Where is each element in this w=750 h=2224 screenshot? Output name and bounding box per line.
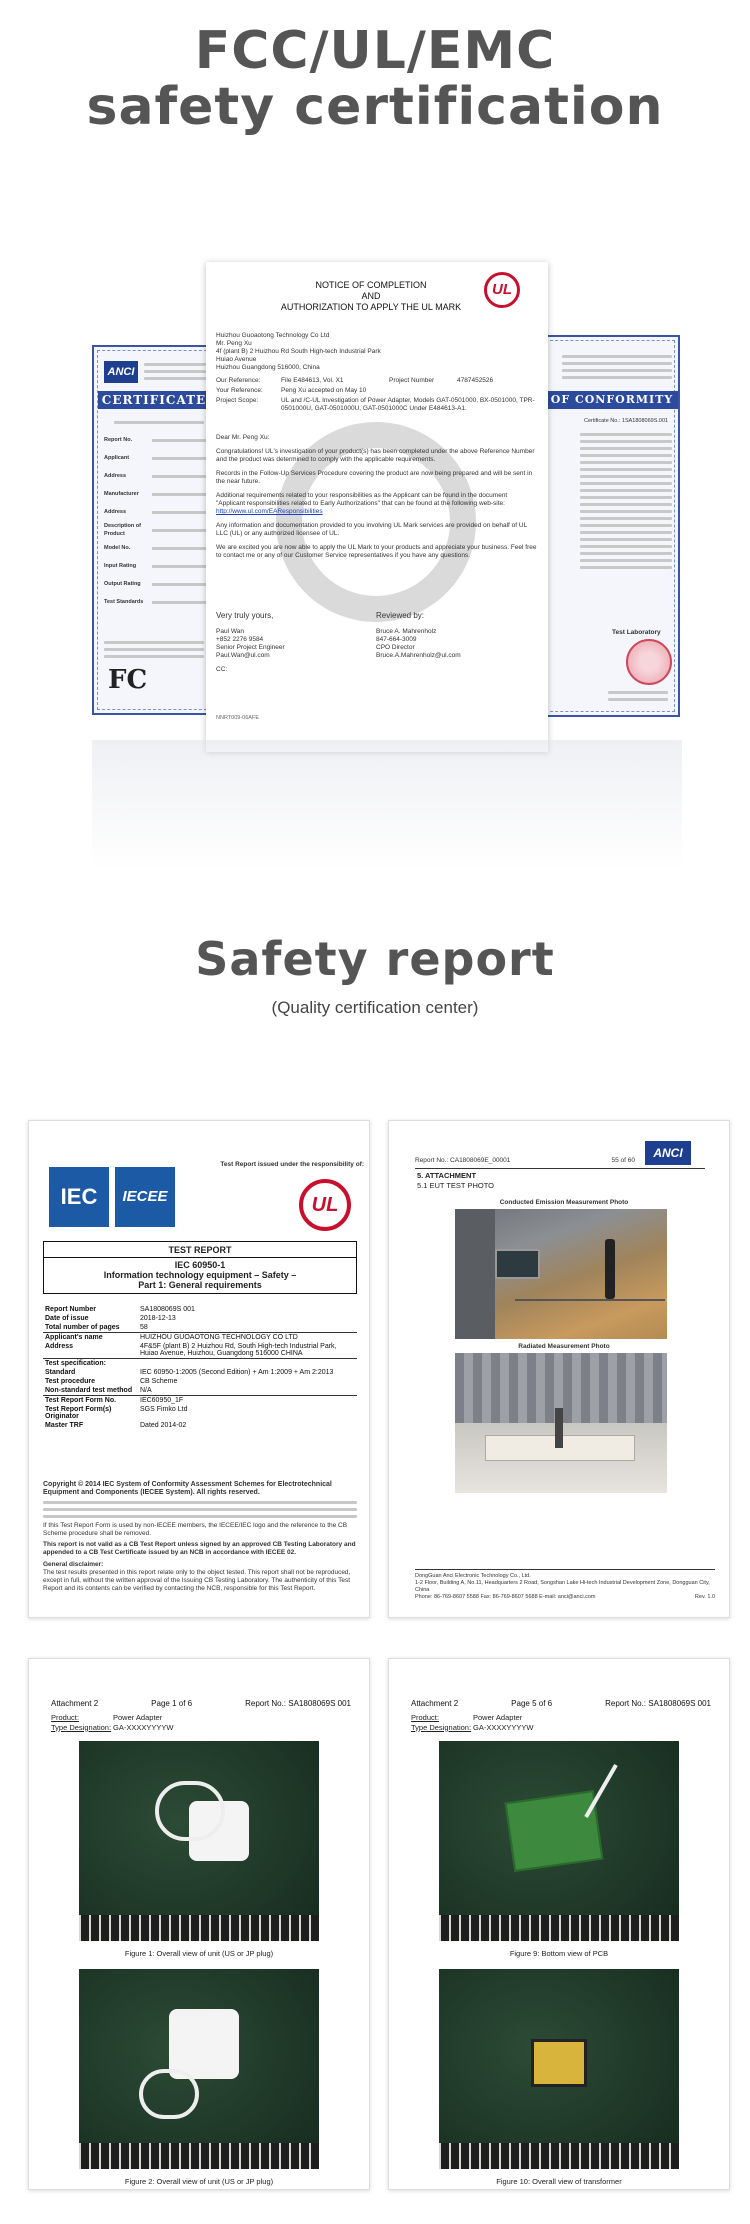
anci-certificate-right: [540, 335, 680, 717]
certificate-field-label: Applicant: [104, 455, 130, 461]
report-header: Test Report issued under the responsibility of:: [220, 1161, 364, 1168]
red-seal-icon: [626, 639, 672, 685]
iecee-logo: IECEE: [115, 1167, 175, 1227]
lab-address: 1-2 Floor, Building A, No.11, Headquarters 2 Road, Songshan Lake Hi-tech Industrial Development Zone, Dongguan City, China: [415, 1580, 710, 1593]
signer-line: Paul Wan: [216, 628, 244, 635]
notice-heading-line: NOTICE OF COMPLETION: [315, 280, 427, 290]
pcb-photo: [439, 1741, 679, 1941]
emc-report-number: Report No.: CA1808069E_00001: [415, 1157, 511, 1164]
note-1: If this Test Report Form is used by non-IECEE members, the IECEE/IEC logo and the reference to the CB Scheme procedure shall be removed.: [43, 1522, 348, 1537]
paragraph-1: Congratulations! UL's investigation of your product(s) has been completed under the above Reference Number and the product was determined to comply with the applicable requirements.: [216, 448, 535, 463]
adapter-photo-2: [79, 1969, 319, 2169]
certificate-field-value: [152, 601, 209, 604]
report-field-label: Test Report Form(s) Originator: [45, 1406, 112, 1420]
report-field-row: [43, 1421, 357, 1430]
certificate-field-label: Input Rating: [104, 563, 137, 569]
paragraph-5: We are excited you are now able to apply the UL Mark to your products and appreciate your business. Feel free to contact me or any of our Customer Service representatives if you have any questions.: [216, 544, 537, 559]
our-reference-value: File E484613, Vol. X1: [281, 377, 344, 384]
report-field-label: Test procedure: [45, 1378, 96, 1385]
figure-1-caption: Figure 1: Overall view of unit (US or JP plug): [124, 1949, 274, 1958]
report-standard: IEC 60950-1: [174, 1260, 226, 1270]
certificate-field-value: [152, 475, 209, 478]
ul-logo: UL: [484, 272, 520, 308]
report-field-label: Master TRF: [45, 1422, 84, 1429]
emc-page-number: 55 of 60: [611, 1157, 635, 1164]
certificate-field-value: [152, 565, 209, 568]
safety-report-subtitle: (Quality certification center): [271, 998, 479, 1017]
test-laboratory-label: Test Laboratory: [612, 629, 661, 636]
report-field-value: [138, 1359, 357, 1369]
report-number: Report No.: SA1808069S 001: [245, 1699, 351, 1708]
report-field-row: [43, 1342, 357, 1359]
report-field-label: Address: [45, 1343, 74, 1350]
ul-notice-document: [206, 262, 548, 752]
emc-test-report: [388, 1120, 730, 1618]
signer-line: Paul.Wan@ul.com: [216, 652, 270, 659]
our-reference-label: Our Reference:: [216, 377, 261, 384]
certificate-field-label: Description of Product: [104, 523, 141, 537]
paragraph-3: Additional requirements related to your responsibilities as the Applicant can be found in the document "Applicant responsibilities related to Early Authorizations" that can be found at the following web-site:: [216, 492, 508, 507]
safety-report-title: Safety report: [195, 932, 555, 986]
figure-10-caption: Figure 10: Overall view of transformer: [496, 2177, 622, 2186]
report-field-value: N/A: [140, 1387, 152, 1394]
report-field-row: [43, 1396, 357, 1406]
type-value: GA-XXXXYYYYW: [113, 1722, 174, 1732]
lab-contact: Phone: 86-769-8607 5588 Fax: 86-769-8607 5688 E-mail: anci@anci.com: [415, 1594, 596, 1600]
ul-logo: UL: [299, 1179, 351, 1231]
project-number-label: Project Number: [389, 377, 435, 384]
reflection: [92, 740, 682, 870]
greeting: Dear Mr. Peng Xu:: [216, 434, 270, 441]
report-field-label: Test Report Form No.: [45, 1397, 117, 1404]
fcc-logo: FC: [108, 665, 148, 695]
adapter-photo-1: [79, 1741, 319, 1941]
address-line: Huizhou Guangdong 516000, China: [216, 364, 320, 371]
certificate-field-label: Manufacturer: [104, 491, 139, 497]
report-field-label: Applicant's name: [45, 1334, 103, 1341]
figure-9-caption: Figure 9: Bottom view of PCB: [509, 1949, 609, 1958]
anci-logo: ANCI: [645, 1141, 691, 1165]
report-field-value: SA1808069S 001: [140, 1306, 195, 1313]
report-field-label: Total number of pages: [45, 1324, 120, 1331]
conducted-emission-photo: [455, 1209, 667, 1339]
signer-line: +852 2276 9584: [216, 636, 264, 643]
your-reference-value: Peng Xu accepted on May 10: [281, 387, 367, 394]
project-number-value: 4787452526: [457, 377, 494, 384]
report-number: Report No.: SA1808069S 001: [605, 1699, 711, 1708]
page-label: Page 5 of 6: [511, 1699, 553, 1708]
report-subtitle-2: Part 1: General requirements: [138, 1280, 262, 1290]
product-value: Power Adapter: [473, 1713, 523, 1722]
report-field-value: IEC60950_1F: [140, 1397, 184, 1404]
report-field-label: Non-standard test method: [45, 1387, 133, 1394]
project-scope-value: UL and /C-UL Investigation of Power Adapter, Models GAT-0501000, BX-0501000, TPR-0501000U, GAT-0501000U, GAT-0501000C Under E484613-A1.: [281, 397, 535, 412]
report-field-row: [43, 1368, 357, 1377]
your-reference-label: Your Reference:: [216, 387, 263, 394]
anci-logo: ANCI: [104, 361, 138, 383]
cc-label: CC:: [216, 666, 228, 673]
signer-line: Bruce.A.Mahrenholz@ul.com: [376, 652, 461, 659]
reviewed-by: Reviewed by:: [376, 611, 425, 620]
iec-test-report: [28, 1120, 370, 1618]
type-label: Type Designation:: [411, 1722, 472, 1732]
certificate-field-value: [152, 439, 209, 442]
page-label: Page 1 of 6: [151, 1699, 193, 1708]
closing: Very truly yours,: [216, 611, 274, 620]
copyright: Copyright © 2014 IEC System of Conformity Assessment Schemes for Electrotechnical Equipment and Components (IECEE System). All rights reserved.: [43, 1481, 332, 1496]
report-field-row: [43, 1314, 357, 1323]
disclaimer: The test results presented in this report relate only to the object tested. This report shall not be reproduced, except in full, without the written approval of the Issuing CB Testing Laboratory. The authenticity of this Test Report and its contents can be verified by contacting the NCB, responsible for this Test Report.: [43, 1569, 351, 1592]
report-field-row: [43, 1333, 357, 1343]
certificate-field-label: Report No.: [104, 437, 133, 443]
type-label: Type Designation:: [51, 1722, 112, 1732]
report-field-value: IEC 60950-1:2005 (Second Edition) + Am 1:2009 + Am 2:2013: [140, 1369, 334, 1376]
conducted-photo-caption: Conducted Emission Measurement Photo: [499, 1199, 629, 1206]
address-line: Huiao Avenue: [216, 356, 257, 363]
photo-subheading: 5.1 EUT TEST PHOTO: [417, 1180, 494, 1190]
figure-2-caption: Figure 2: Overall view of unit (US or JP plug): [124, 2177, 274, 2186]
certificate-field-value: [152, 457, 209, 460]
report-field-value: SGS Fimko Ltd: [140, 1406, 188, 1413]
report-field-label: Test specification:: [45, 1360, 106, 1367]
report-field-value: CB Scheme: [140, 1378, 178, 1385]
paragraph-4: Any information and documentation provided to you involving UL Mark services are provided on behalf of UL LLC (UL) or any authorized licensee of UL.: [216, 522, 527, 537]
report-field-row: [43, 1405, 357, 1421]
report-field-value: Dated 2014-02: [140, 1422, 187, 1429]
product-label: Product:: [411, 1713, 439, 1722]
section-title-line1: FCC/UL/EMC: [194, 21, 556, 81]
certificate-field-value: [152, 493, 209, 496]
certificate-field-label: Address: [104, 509, 127, 515]
iec-logo: IEC: [49, 1167, 109, 1227]
certificate-title: CERTIFICATE: [98, 391, 210, 409]
certificate-field-label: Address: [104, 473, 127, 479]
report-title: TEST REPORT: [44, 1245, 356, 1258]
revision: Rev. 1.0: [694, 1594, 715, 1600]
notice-heading-line: AUTHORIZATION TO APPLY THE UL MARK: [280, 302, 462, 312]
report-field-label: Standard: [45, 1369, 76, 1376]
certificate-field-label: Output Rating: [104, 581, 141, 587]
project-scope-label: Project Scope:: [216, 397, 259, 404]
type-value: GA-XXXXYYYYW: [473, 1722, 534, 1732]
attachment-label: Attachment 2: [411, 1699, 459, 1708]
ul-footer-code: NNRT009-06AFE: [216, 715, 259, 721]
certificate-field-value: [152, 583, 209, 586]
radiated-measurement-photo: [455, 1353, 667, 1493]
certificate-number: Certificate No.: 1SA1808069S.001: [584, 418, 669, 424]
report-subtitle-1: Information technology equipment – Safety –: [103, 1270, 297, 1280]
report-field-value: 58: [140, 1324, 148, 1331]
conformity-title: OF CONFORMITY: [546, 391, 678, 409]
report-field-row: [43, 1305, 357, 1314]
report-field-value: 4F&5F (plant B) 2 Huizhou Rd, South High-tech Industrial Park, Huiao Avenue, Huizhou, Guangdong 516000 CHINA: [140, 1343, 337, 1357]
address-line: Huizhou Guoaotong Technology Co Ltd: [216, 332, 330, 339]
report-field-row: [43, 1377, 357, 1386]
lab-name: DongGuan Anci Electronic Technology Co., Ltd.: [415, 1573, 531, 1579]
certificate-field-value: [152, 511, 209, 514]
report-field-row: [43, 1323, 357, 1333]
attachment-heading: 5. ATTACHMENT: [417, 1171, 477, 1180]
signer-line: CPO Director: [376, 644, 415, 651]
disclaimer-title: General disclaimer:: [43, 1561, 104, 1568]
note-2: This report is not valid as a CB Test Report unless signed by an approved CB Testing Laboratory and appended to a CB Test Certificate issued by an NCB in accordance with IECEE 02.: [43, 1541, 356, 1556]
paragraph-2: Records in the Follow-Up Services Procedure covering the product are now being prepared and will be sent in the near future.: [216, 470, 533, 485]
transformer-photo: [439, 1969, 679, 2169]
report-field-row: [43, 1359, 357, 1369]
certificate-field-value: [152, 547, 209, 550]
attachment-page-5: [388, 1658, 730, 2190]
attachment-page-1: [28, 1658, 370, 2190]
report-field-value: 2018-12-13: [140, 1315, 176, 1322]
anci-certificate-left: [92, 345, 212, 715]
section-title-line2: safety certification: [86, 77, 664, 137]
responsibilities-link[interactable]: http://www.ul.com/EAResponsibilities: [216, 508, 323, 515]
radiated-photo-caption: Radiated Measurement Photo: [518, 1343, 610, 1350]
signer-line: Senior Project Engineer: [216, 644, 285, 651]
address-line: 4f (plant B) 2 Huizhou Rd South High-tech Industrial Park: [216, 348, 381, 355]
certificate-field-label: Model No.: [104, 545, 131, 551]
certificate-field-label: Test Standards: [104, 599, 144, 605]
attachment-label: Attachment 2: [51, 1699, 99, 1708]
signer-line: Bruce A. Mahrenholz: [376, 628, 437, 635]
report-field-row: [43, 1386, 357, 1396]
certificate-field-value: [152, 529, 209, 532]
notice-heading-line: AND: [361, 291, 381, 301]
report-field-label: Report Number: [45, 1306, 96, 1313]
product-label: Product:: [51, 1713, 79, 1722]
product-value: Power Adapter: [113, 1713, 163, 1722]
report-field-value: HUIZHOU GUOAOTONG TECHNOLOGY CO LTD: [140, 1334, 298, 1341]
report-field-label: Date of issue: [45, 1315, 89, 1322]
signer-line: 847-664-3009: [376, 636, 417, 643]
address-line: Mr. Peng Xu: [216, 340, 252, 347]
